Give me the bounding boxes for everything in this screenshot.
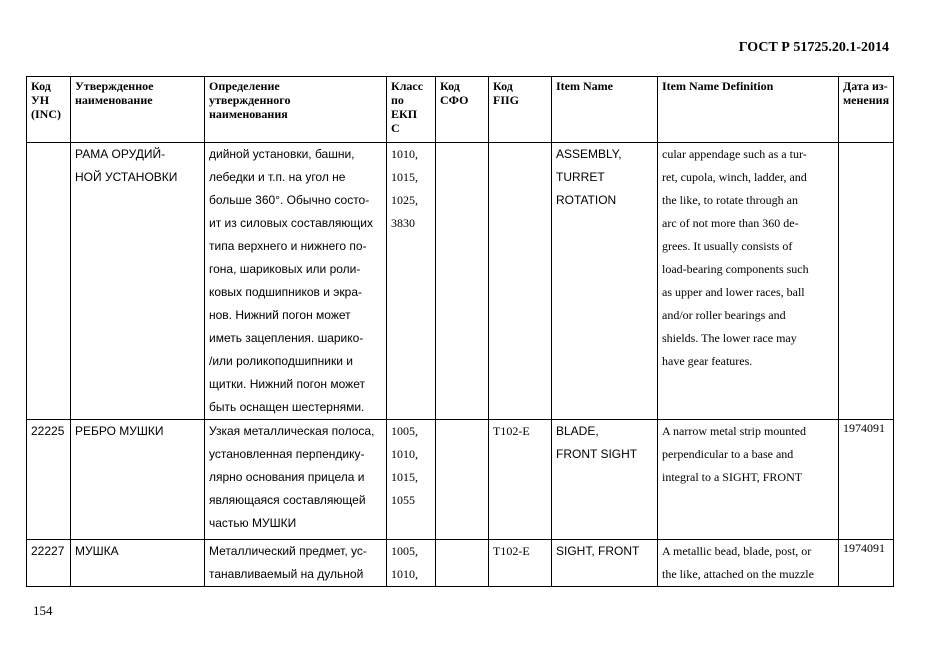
inc-cell: [27, 143, 71, 420]
cell-line: grees. It usually consists of: [662, 239, 793, 253]
date-cell: [839, 420, 894, 540]
cell-line: являющаяся составляющей: [209, 493, 366, 507]
cell-line: РАМА ОРУДИЙ-: [75, 147, 166, 161]
cell-line: 1974091: [843, 541, 885, 555]
item-name-cell: [552, 420, 658, 540]
cell-line: TURRET: [556, 170, 605, 184]
table-row: [27, 143, 894, 420]
item-name-cell: [552, 540, 658, 587]
cell-line: лярно основания прицела и: [209, 470, 365, 484]
items-table: [26, 76, 894, 587]
cell-line: лебедки и т.п. на угол не: [209, 170, 346, 184]
cell-line: as upper and lower races, ball: [662, 285, 805, 299]
header-line: Дата из-: [843, 79, 888, 93]
header-line: (INC): [31, 107, 61, 121]
header-line: Код: [493, 79, 513, 93]
cell-line: ковых подшипников и экра-: [209, 285, 362, 299]
fiig-cell: [489, 420, 552, 540]
sfo-cell: [436, 143, 489, 420]
cell-line: T102-E: [493, 544, 530, 558]
name-ru-cell: [71, 540, 205, 587]
definition-ru-cell: [205, 420, 387, 540]
header-cell: [839, 77, 894, 143]
cell-line: гона, шариковых или роли-: [209, 262, 361, 276]
table-header-row: [27, 77, 894, 143]
definition-ru-cell: [205, 143, 387, 420]
header-line: С: [391, 121, 400, 135]
name-ru-cell: [71, 420, 205, 540]
cell-line: дийной установки, башни,: [209, 147, 355, 161]
table-row: [27, 420, 894, 540]
header-cell: [489, 77, 552, 143]
cell-line: cular appendage such as a tur-: [662, 147, 807, 161]
cell-line: нов. Нижний погон может: [209, 308, 351, 322]
cell-line: 1010,: [391, 147, 418, 161]
cell-line: установленная перпендику-: [209, 447, 365, 461]
header-cell: [387, 77, 436, 143]
header-line: Код: [440, 79, 460, 93]
item-definition-cell: [658, 540, 839, 587]
cell-line: arc of not more than 360 de-: [662, 216, 799, 230]
cell-line: 1005,: [391, 544, 418, 558]
header-cell: [436, 77, 489, 143]
cell-line: load-bearing components such: [662, 262, 809, 276]
header-line: по: [391, 93, 404, 107]
cell-line: integral to a SIGHT, FRONT: [662, 470, 803, 484]
cell-line: НОЙ УСТАНОВКИ: [75, 170, 178, 184]
sfo-cell: [436, 420, 489, 540]
page-number: 154: [33, 603, 53, 618]
cell-line: щитки. Нижний погон может: [209, 377, 365, 391]
cell-line: иметь зацепления. шарико-: [209, 331, 364, 345]
header-line: наименование: [75, 93, 153, 107]
header-line: утвержденного: [209, 93, 291, 107]
cell-line: FRONT SIGHT: [556, 447, 638, 461]
cell-line: 1010,: [391, 447, 418, 461]
document-header: ГОСТ Р 51725.20.1-2014: [738, 40, 889, 55]
class-cell: [387, 540, 436, 587]
header-cell: [27, 77, 71, 143]
header-line: FIIG: [493, 93, 520, 107]
cell-line: and/or roller bearings and: [662, 308, 786, 322]
cell-line: Металлический предмет, ус-: [209, 544, 367, 558]
date-cell: [839, 540, 894, 587]
cell-line: 1015,: [391, 470, 418, 484]
cell-line: больше 360°. Обычно состо-: [209, 193, 370, 207]
date-cell: [839, 143, 894, 420]
cell-line: 1974091: [843, 421, 885, 435]
name-ru-cell: [71, 143, 205, 420]
cell-line: the like, attached on the muzzle: [662, 567, 814, 581]
header-line: менения: [843, 93, 890, 107]
header-cell: [552, 77, 658, 143]
cell-line: ASSEMBLY,: [556, 147, 622, 161]
cell-line: танавливаемый на дульной: [209, 567, 364, 581]
header-line: Определение: [209, 79, 280, 93]
cell-line: SIGHT, FRONT: [556, 544, 640, 558]
cell-line: 1025,: [391, 193, 418, 207]
cell-line: быть оснащен шестернями.: [209, 400, 365, 414]
header-line: УН: [31, 93, 50, 107]
cell-line: 22227: [31, 544, 65, 558]
cell-line: 1005,: [391, 424, 418, 438]
item-definition-cell: [658, 420, 839, 540]
header-cell: [205, 77, 387, 143]
header-line: наименования: [209, 107, 288, 121]
cell-line: Узкая металлическая полоса,: [209, 424, 375, 438]
cell-line: shields. The lower race may: [662, 331, 797, 345]
header-cell: [71, 77, 205, 143]
header-line: Класс: [391, 79, 424, 93]
cell-line: частью МУШКИ: [209, 516, 297, 530]
cell-line: have gear features.: [662, 354, 753, 368]
header-line: СФО: [440, 93, 469, 107]
cell-line: the like, to rotate through an: [662, 193, 798, 207]
cell-line: A narrow metal strip mounted: [662, 424, 806, 438]
cell-line: 1010,: [391, 567, 418, 581]
inc-cell: [27, 540, 71, 587]
table-row: [27, 540, 894, 587]
cell-line: 22225: [31, 424, 65, 438]
header-line: Item Name Definition: [662, 79, 774, 93]
cell-line: BLADE,: [556, 424, 599, 438]
cell-line: ит из силовых составляющих: [209, 216, 373, 230]
cell-line: 1015,: [391, 170, 418, 184]
table-body: [27, 143, 894, 587]
fiig-cell: [489, 143, 552, 420]
item-name-cell: [552, 143, 658, 420]
cell-line: /или роликоподшипники и: [209, 354, 353, 368]
header-line: ЕКП: [391, 107, 418, 121]
cell-line: МУШКА: [75, 544, 119, 558]
cell-line: ROTATION: [556, 193, 617, 207]
cell-line: 3830: [391, 216, 415, 230]
cell-line: РЕБРО МУШКИ: [75, 424, 164, 438]
header-cell: [658, 77, 839, 143]
header-line: Утвержденное: [75, 79, 154, 93]
class-cell: [387, 420, 436, 540]
header-line: Item Name: [556, 79, 613, 93]
cell-line: perpendicular to a base and: [662, 447, 794, 461]
sfo-cell: [436, 540, 489, 587]
header-line: Код: [31, 79, 51, 93]
cell-line: типа верхнего и нижнего по-: [209, 239, 367, 253]
inc-cell: [27, 420, 71, 540]
cell-line: 1055: [391, 493, 415, 507]
fiig-cell: [489, 540, 552, 587]
definition-ru-cell: [205, 540, 387, 587]
cell-line: A metallic bead, blade, post, or: [662, 544, 812, 558]
cell-line: ret, cupola, winch, ladder, and: [662, 170, 807, 184]
class-cell: [387, 143, 436, 420]
cell-line: T102-E: [493, 424, 530, 438]
item-definition-cell: [658, 143, 839, 420]
